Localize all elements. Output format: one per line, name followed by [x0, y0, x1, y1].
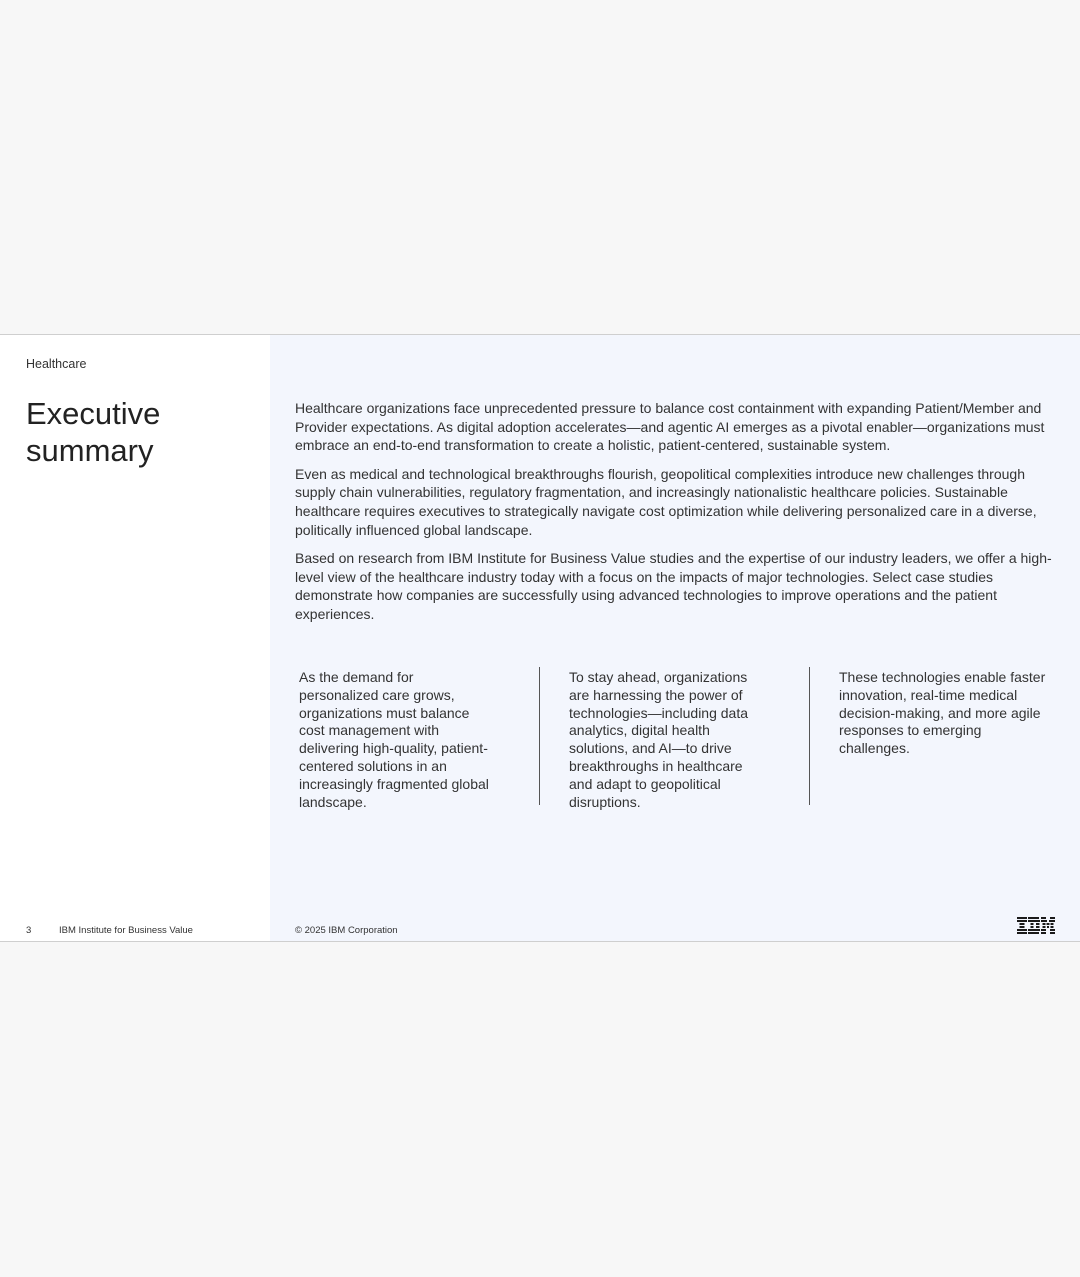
column-divider — [539, 667, 540, 805]
page-title — [26, 395, 160, 469]
title-line-1: Executive — [26, 396, 161, 431]
page-number: 3 — [26, 925, 32, 936]
summary-column-2: To stay ahead, organizations are harnessing the power of technologies—including data analytics, digital health solutions, and AI—to drive breakthroughs in healthcare and adapt to geopolitical disruptions. — [569, 669, 749, 810]
section-category: Healthcare — [26, 357, 87, 371]
body-paragraph: Based on research from IBM Institute for Business Value studies and the expertise of our industry leaders, we offer a high-level view of the healthcare industry today with a focus on the impacts of major technologies. Select case studies demonstrate how companies are successfully using advanced technologies to improve operations and the patient experiences. — [295, 550, 1052, 622]
body-paragraph: Healthcare organizations face unprecedented pressure to balance cost containment with expanding Patient/Member and Provider expectations. As digital adoption accelerates—and agentic AI emerges as a pivotal enabler—organizations must embrace an end-to-end transformation to create a holistic, patient-centered, sustainable system. — [295, 400, 1045, 454]
ibm-logo-icon — [1017, 917, 1055, 934]
body-paragraph: Even as medical and technological breakthroughs flourish, geopolitical complexities introduce new challenges through supply chain vulnerabilities, regulatory fragmentation, and increasingly nationalistic healthcare policies. Sustainable healthcare requires executives to strategically navigate cost optimization while delivering personalized care in a diverse, politically influenced global landscape. — [295, 465, 1037, 538]
title-line-2: summary — [26, 433, 154, 468]
summary-column-1: As the demand for personalized care grows, organizations must balance cost management with delivering high-quality, patient-centered solutions in an increasingly fragmented global landscape. — [299, 669, 489, 810]
body-text — [295, 399, 1055, 634]
right-panel — [270, 335, 1080, 941]
document-page — [0, 334, 1080, 942]
footer-copyright: © 2025 IBM Corporation — [295, 925, 398, 936]
column-divider — [809, 667, 810, 805]
summary-column-3: These technologies enable faster innovation, real-time medical decision-making, and more agile responses to emerging challenges. — [839, 669, 1046, 757]
footer-organization: IBM Institute for Business Value — [59, 925, 193, 936]
left-panel — [0, 335, 270, 941]
